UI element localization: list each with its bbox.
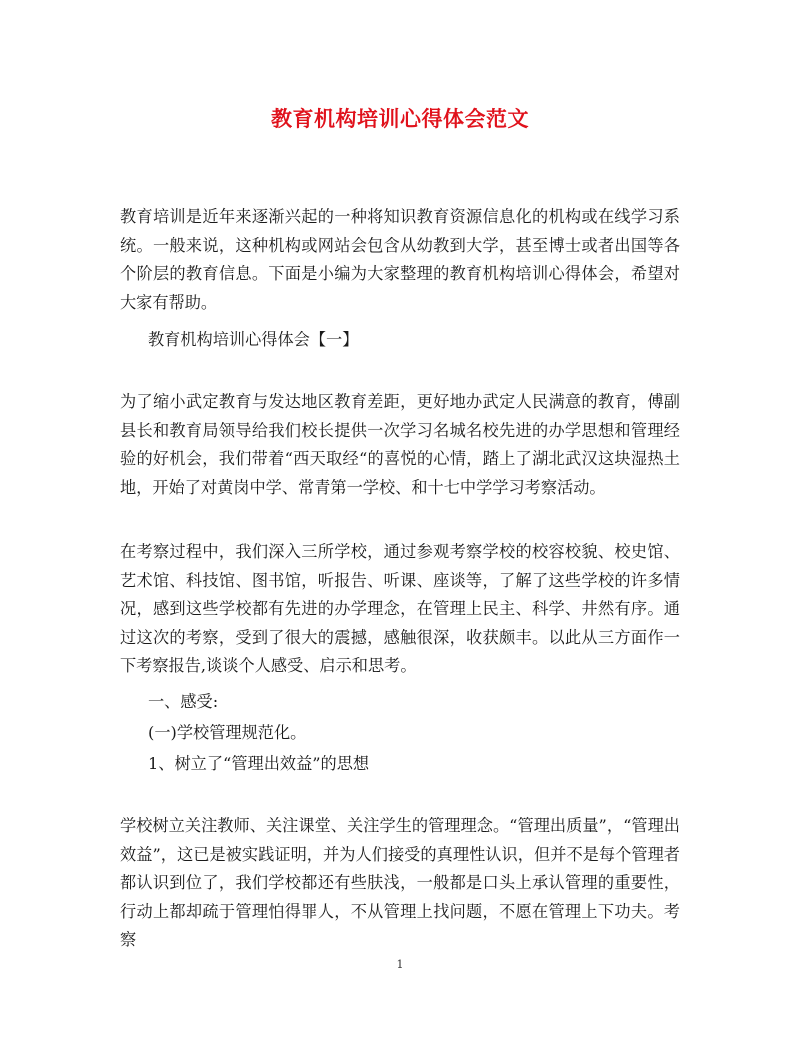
paragraph-study-trip: 为了缩小武定教育与发达地区教育差距，更好地办武定人民满意的教育，傅副县长和教育局领导给我们校长提供一次学习名城名校先进的办学思想和管理经验的好机会，我们带着“西天取经“的喜悦的心情，踏上了湖北武汉这块湿热土地，开始了对黄岗中学、常青第一学校、和十七中学学习考察活动。 — [120, 392, 680, 497]
heading-feelings: 一、感受: — [148, 692, 219, 711]
paragraph-inspection: 在考察过程中，我们深入三所学校，通过参观考察学校的校容校貌、校史馆、艺术馆、科技馆、图书馆，听报告、听课、座谈等，了解了这些学校的许多情况，感到这些学校都有先进的办学理念，在管理上民主、科学、井然有序。通过这次的考察，受到了很大的震撼，感触很深，收获颇丰。以此从三方面作一下考察报告,谈谈个人感受、启示和思考。 — [120, 542, 680, 675]
document-title: 教育机构培训心得体会范文 — [271, 106, 529, 131]
heading-management-benefit: 1、树立了“管理出效益”的思想 — [148, 754, 370, 773]
heading-management-standard: (一)学校管理规范化。 — [148, 723, 307, 742]
section-heading-one: 教育机构培训心得体会【一】 — [148, 330, 359, 349]
intro-paragraph: 教育培训是近年来逐渐兴起的一种将知识教育资源信息化的机构或在线学习系统。一般来说，这种机构或网站会包含从幼教到大学，甚至博士或者出国等各个阶层的教育信息。下面是小编为大家整理的教育机构培训心得体会，希望对大家有帮助。 — [120, 207, 680, 312]
paragraph-management-concept: 学校树立关注教师、关注课堂、关注学生的管理理念。“管理出质量”，“管理出效益”，这已是被实践证明，并为人们接受的真理性认识，但并不是每个管理者都认识到位了，我们学校都还有些肤浅，一般都是口头上承认管理的重要性，行动上都却疏于管理怕得罪人，不从管理上找问题，不愿在管理上下功夫。考察 — [120, 816, 680, 949]
page-number: 1 — [396, 958, 404, 971]
